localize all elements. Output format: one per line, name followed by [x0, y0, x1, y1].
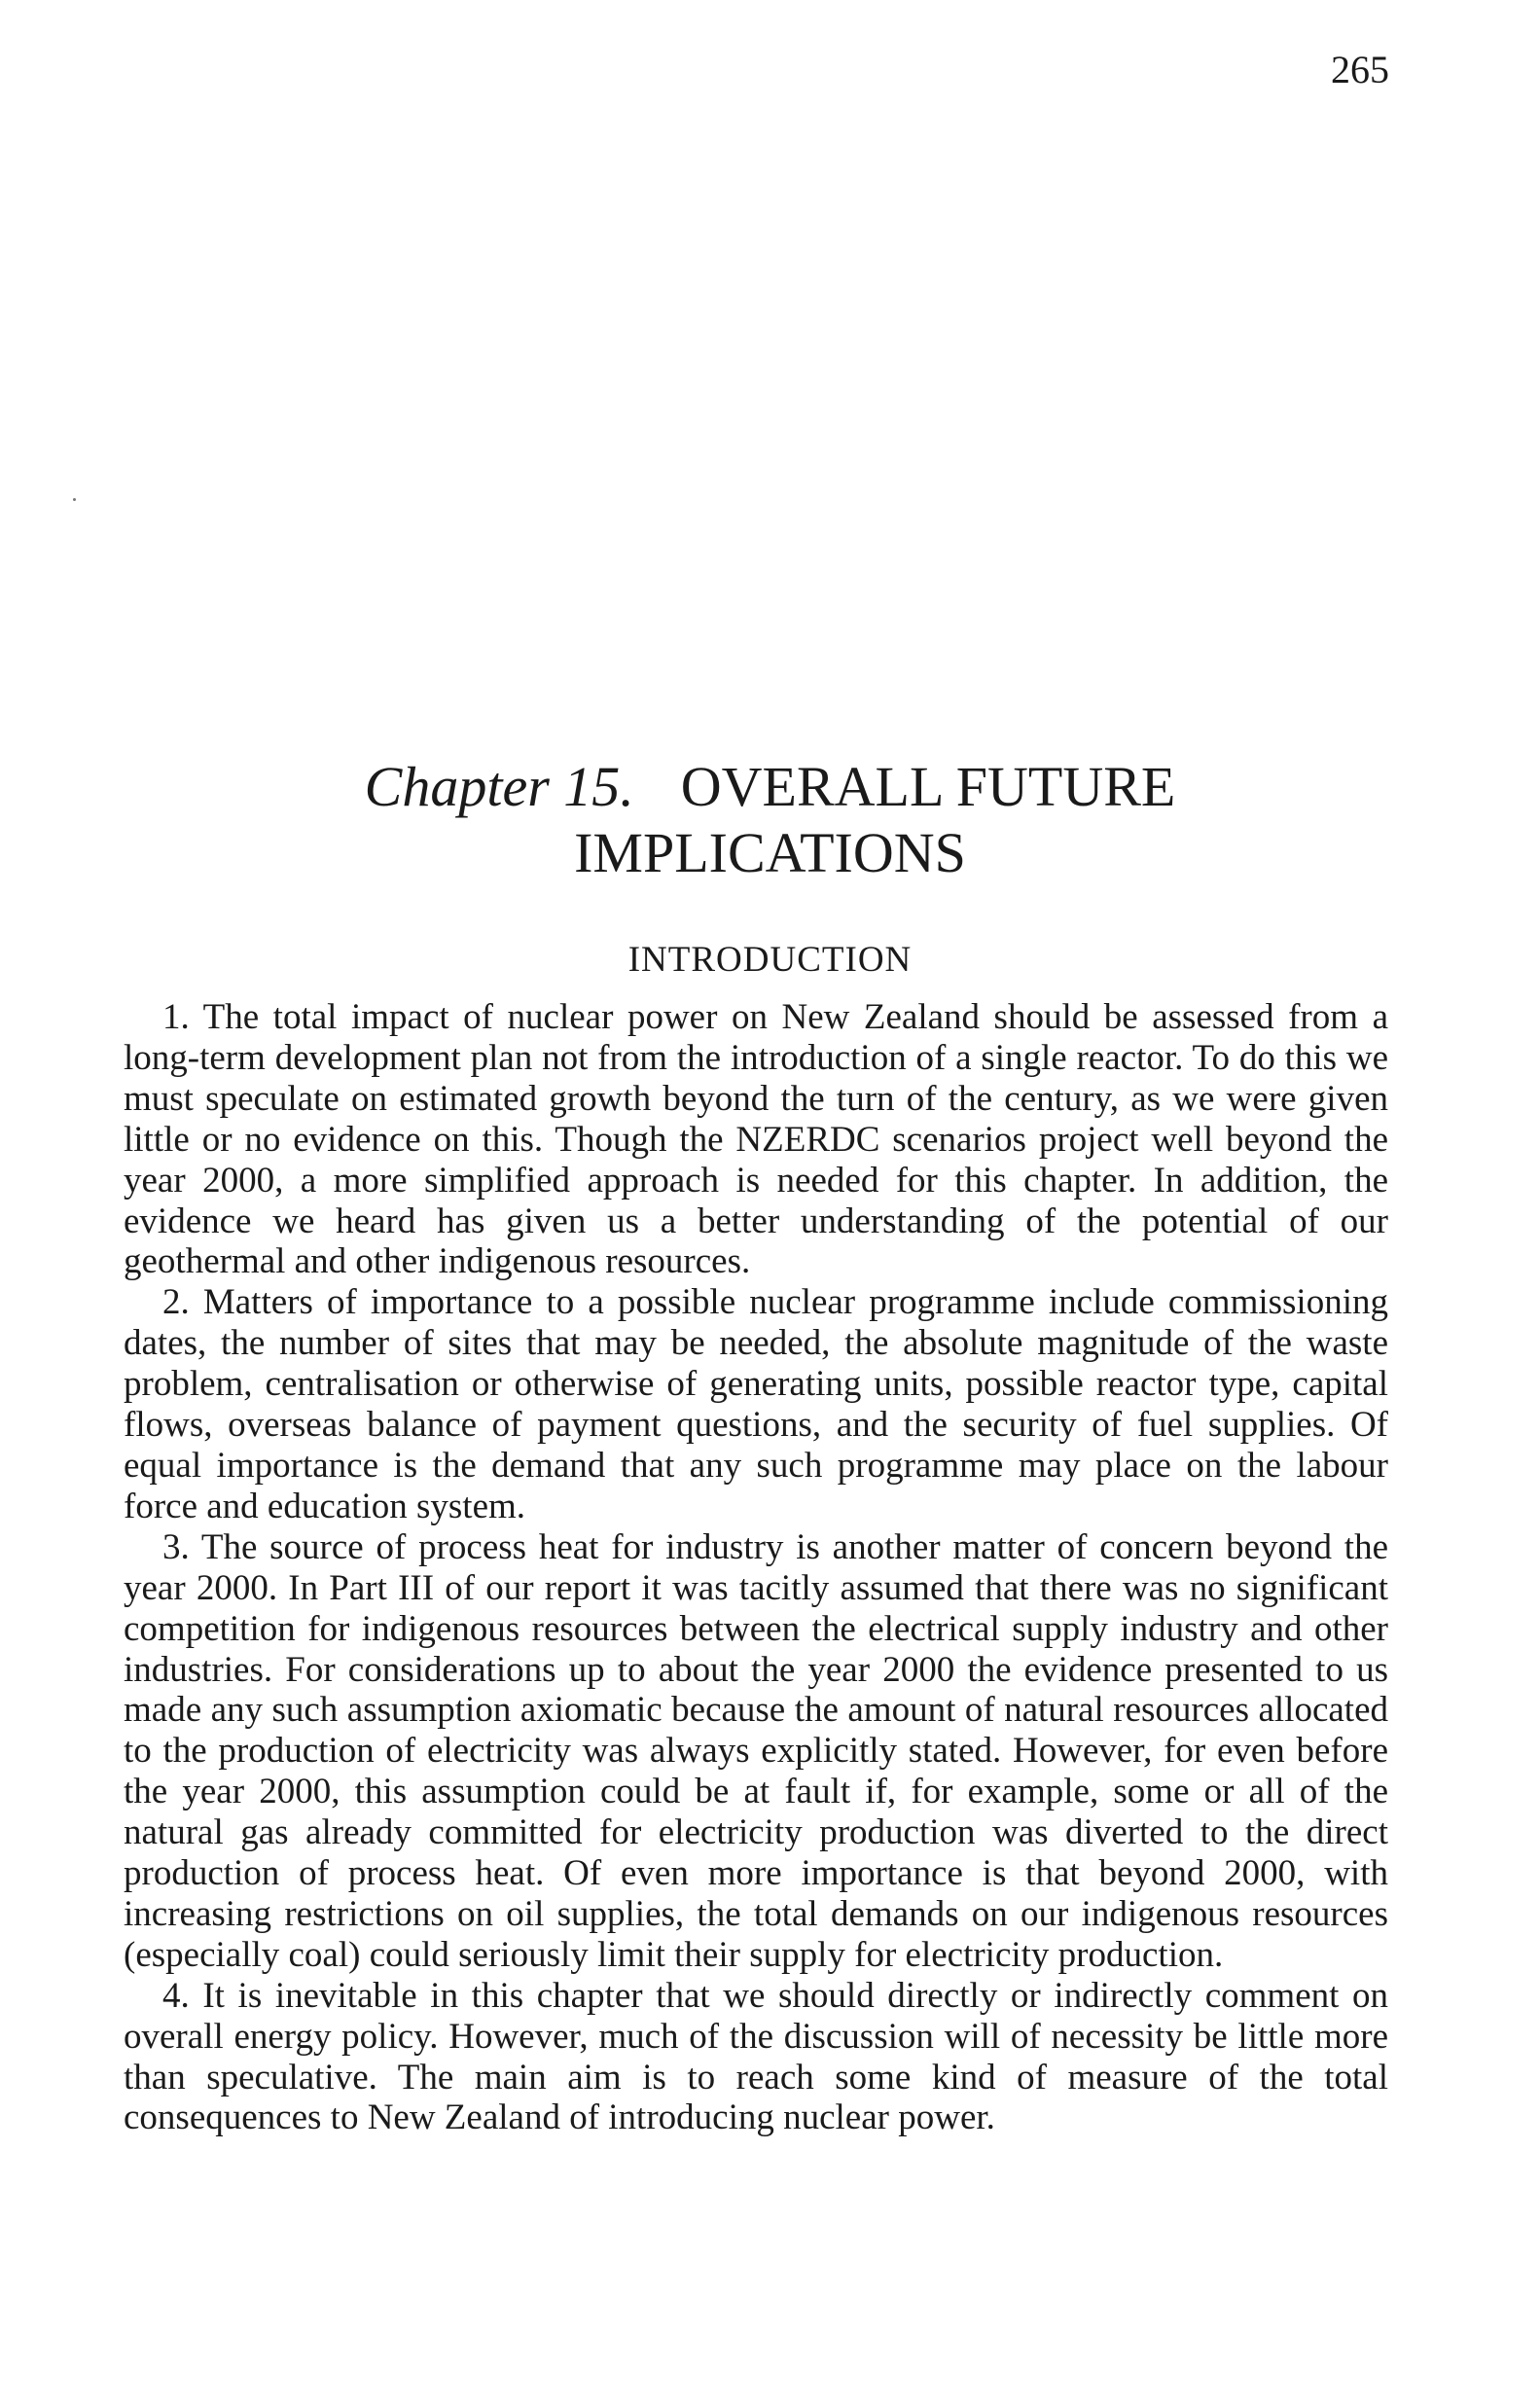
chapter-title-line1: OVERALL FUTURE [680, 755, 1176, 818]
paragraph-4: 4. It is inevitable in this chapter that we should directly or indirectly comment on overall energy policy. However, much of the discussion will of necessity be little more than speculative. The main aim is to reach some kind of measure of the total consequences to New Zealand of introducing nuclear power. [124, 1975, 1388, 2138]
paragraph-1: 1. The total impact of nuclear power on New Zealand should be assessed from a long-term development plan not from the introduction of a single reactor. To do this we must speculate on estimated growth beyond the turn of the century, as we were given little or no evidence on this. Though the NZERDC scenarios project well beyond the year 2000, a more simplified approach is needed for this chapter. In addition, the evidence we heard has given us a better understanding of the potential of our geothermal and other indigenous resources. [124, 997, 1388, 1282]
paragraph-3: 3. The source of process heat for industry is another matter of concern beyond the year 2000. In Part III of our report it was tacitly assumed that there was no significant competition for indigenous resources between the electrical supply industry and other industries. For considerations up to about the year 2000 the evidence presented to us made any such assumption axiomatic because the amount of natural resources allocated to the production of electricity was always explicitly stated. However, for even before the year 2000, this assumption could be at fault if, for example, some or all of the natural gas already committed for electricity production was diverted to the direct production of process heat. Of even more importance is that beyond 2000, with increasing restrictions on oil supplies, the total demands on our indigenous resources (especially coal) could seriously limit their supply for electricity production. [124, 1526, 1388, 1975]
page-number: 265 [1331, 48, 1389, 91]
section-heading: INTRODUCTION [627, 940, 913, 980]
paragraph-2: 2. Matters of importance to a possible nuclear programme include commissioning dates, the number of sites that may be needed, the absolute magnitude of the waste problem, centralisation or otherwise of generating units, possible reactor type, capital flows, overseas balance of payment questions, and the security of fuel supplies. Of equal importance is the demand that any such programme may place on the labour force and education system. [124, 1282, 1388, 1526]
chapter-label: Chapter 15. [364, 755, 634, 818]
body-text [124, 997, 1388, 2138]
scan-speck [73, 498, 76, 501]
chapter-title [0, 754, 1540, 887]
chapter-title-line2: IMPLICATIONS [574, 821, 966, 885]
